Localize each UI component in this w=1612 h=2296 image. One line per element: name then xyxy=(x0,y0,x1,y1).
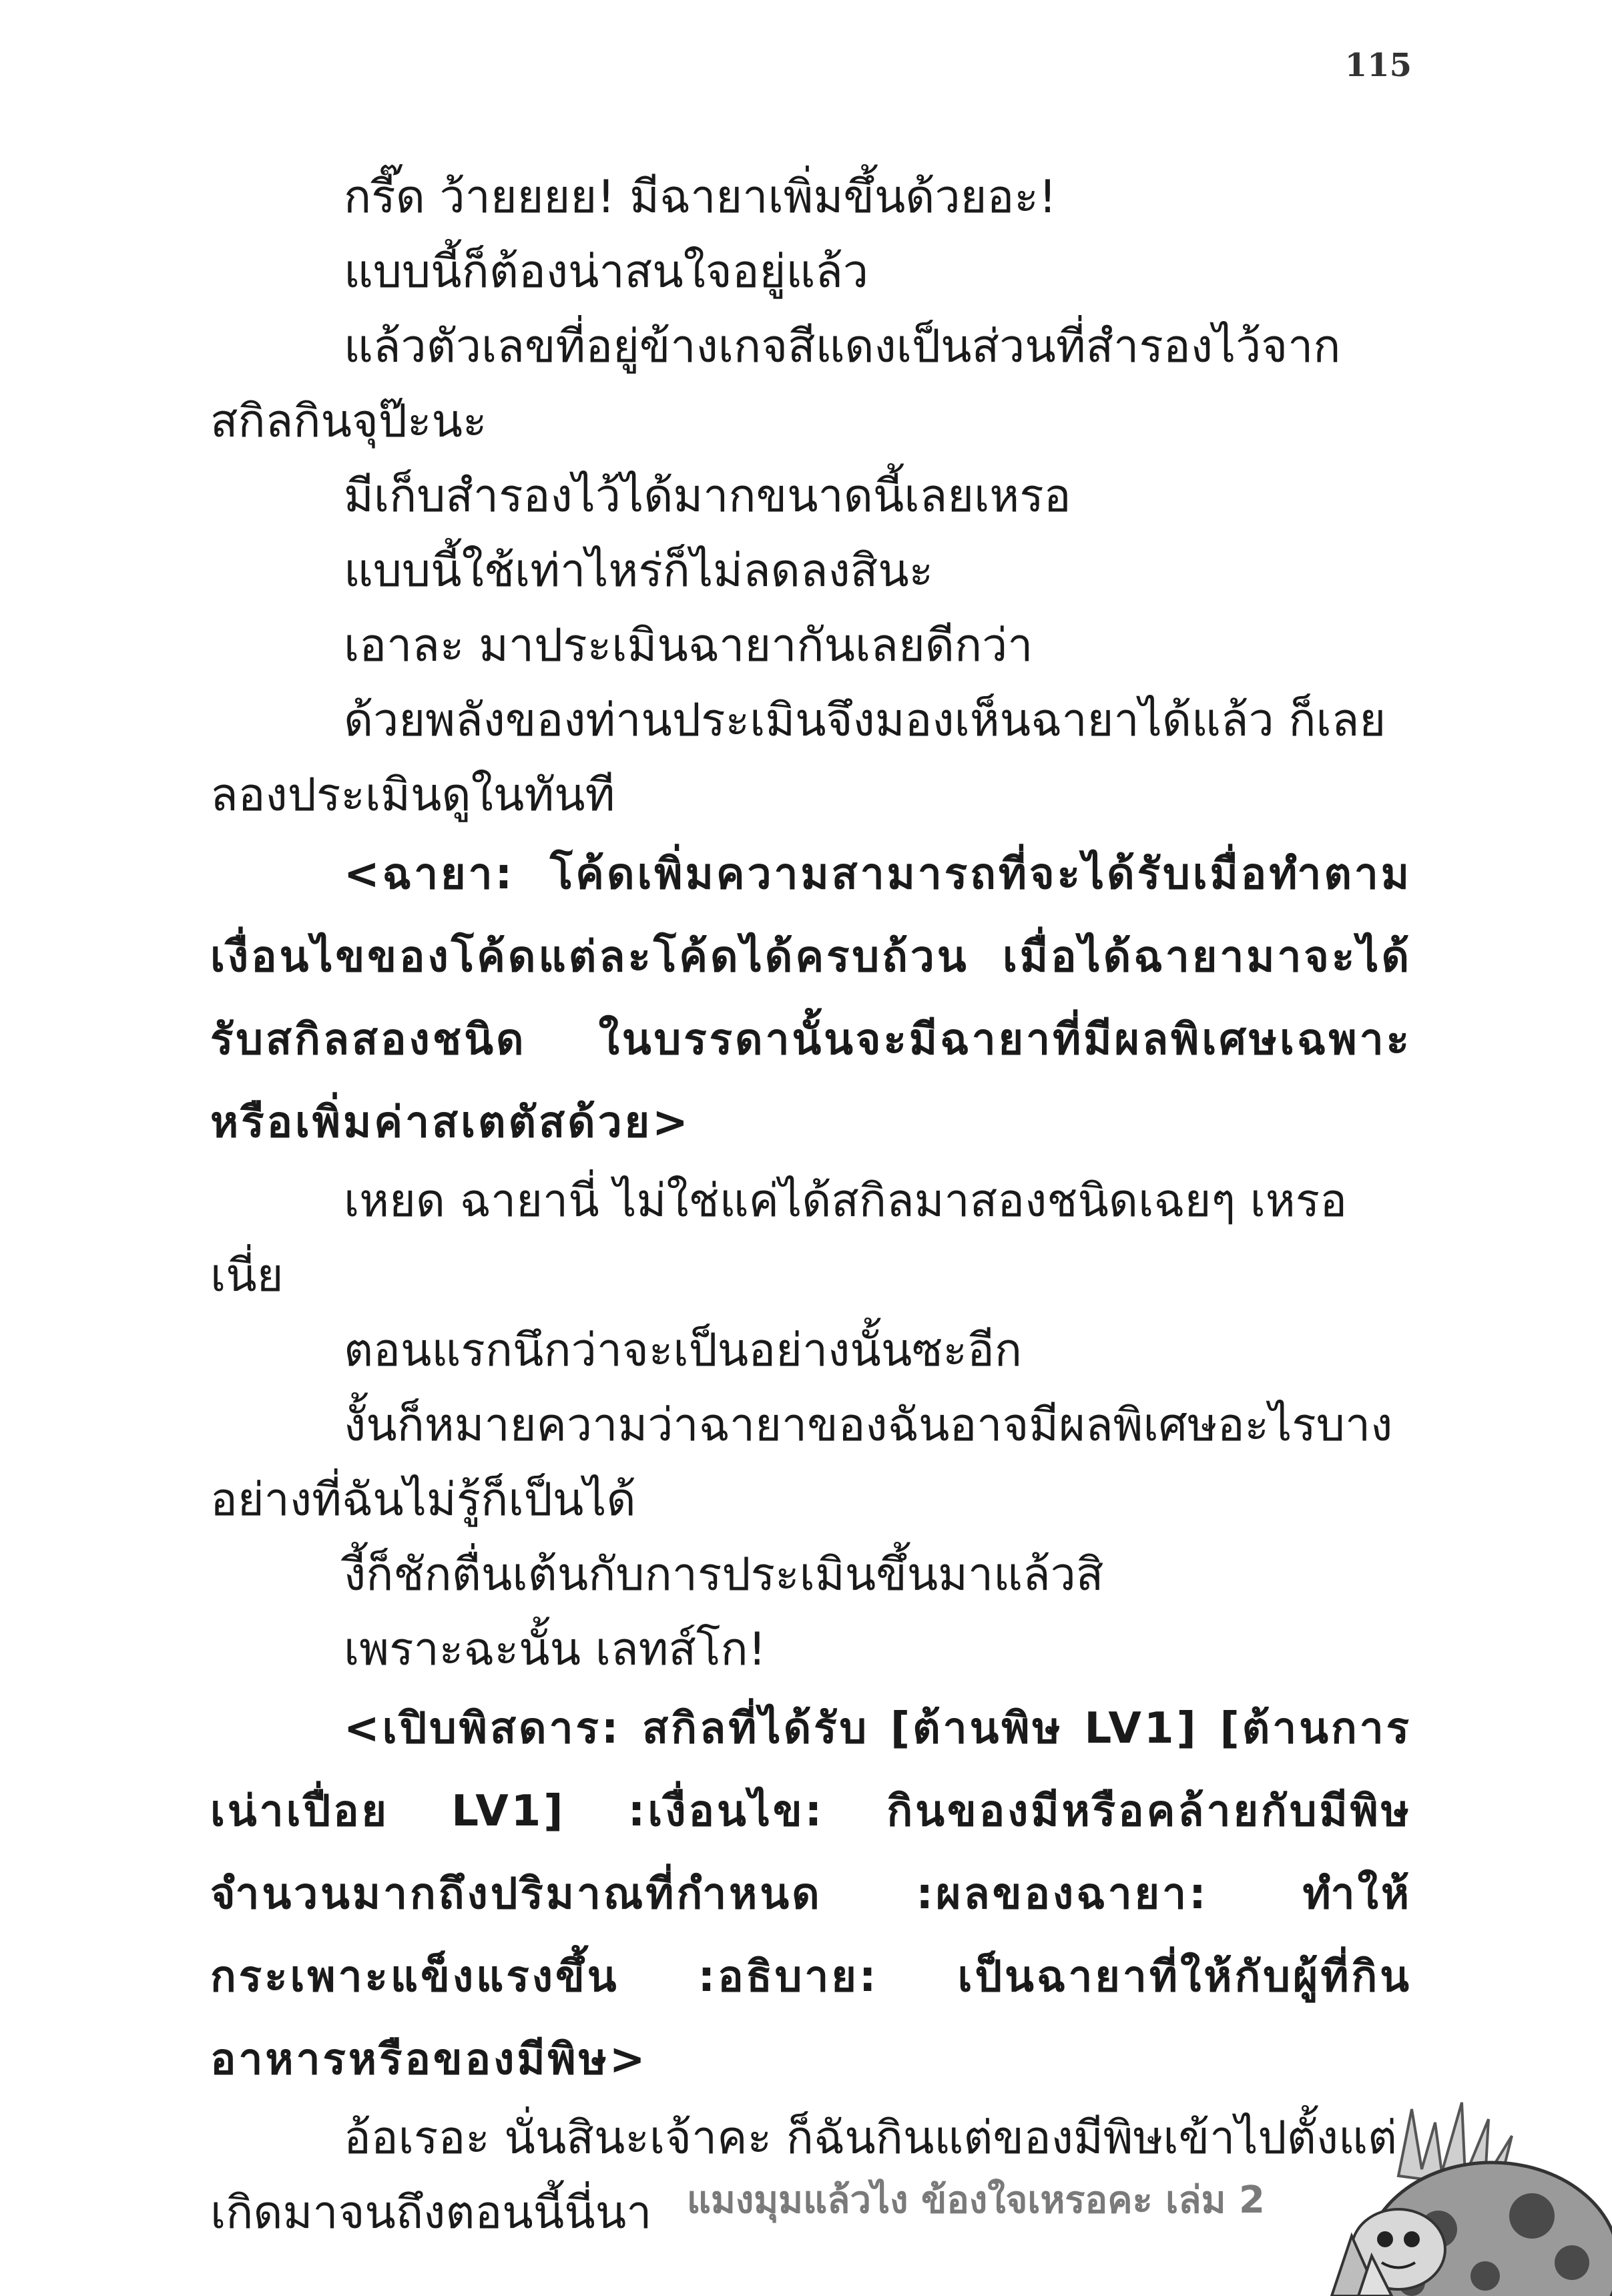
text-body xyxy=(210,160,1412,2251)
paragraph: เหยด ฉายานี่ ไม่ใช่แค่ได้สกิลมาสองชนิดเฉยๆ เหรอเนี่ย xyxy=(210,1175,1348,1302)
book-title-footer: แมงมุมแล้วไง ข้องใจเหรอคะ เล่ม 2 xyxy=(686,2179,1265,2222)
page-number: 115 xyxy=(1344,47,1412,84)
paragraph: ตอนแรกนึกว่าจะเป็นอย่างนั้นซะอีก xyxy=(344,1324,1023,1377)
paragraph: เอาละ มาประเมินฉายากันเลยดีกว่า xyxy=(344,619,1033,672)
paragraph: แล้วตัวเลขที่อยู่ข้างเกจสีแดงเป็นส่วนที่สำรองไว้จากสกิลกินจุป๊ะนะ xyxy=(210,320,1341,448)
paragraph: มีเก็บสำรองไว้ได้มากขนาดนี้เลยเหรอ xyxy=(344,470,1071,523)
game-message: <เปิบพิสดาร: สกิลที่ได้รับ [ต้านพิษ LV1] [ต้านการเน่าเปื่อย LV1] :เงื่อนไข: กินของมีหรือคล้ายกับมีพิษจำนวนมากถึงปริมาณที่กำหนด :ผลของฉายา: ทำให้กระเพาะแข็งแรงขึ้น :อธิบาย: เป็นฉายาที่ให้กับผู้ที่กินอาหารหรือของมีพิษ> xyxy=(210,1704,1412,2084)
paragraph: เพราะฉะนั้น เลทส์โก! xyxy=(344,1623,766,1676)
paragraph: งี้ก็ชักตื่นเต้นกับการประเมินขึ้นมาแล้วสิ xyxy=(344,1548,1104,1601)
paragraph: กรี๊ด ว้ายยยย! มีฉายาเพิ่มขึ้นด้วยอะ! xyxy=(344,171,1057,224)
paragraph: อ้อเรอะ นั่นสินะเจ้าคะ ก็ฉันกินแต่ของมีพิษเข้าไปตั้งแต่เกิดมาจนถึงตอนนี้นี่นา xyxy=(210,2112,1398,2239)
game-message: <ฉายา: โค้ดเพิ่มความสามารถที่จะได้รับเมื่อทำตามเงื่อนไขของโค้ดแต่ละโค้ดได้ครบถ้วน เมื่อได้ฉายามาจะได้รับสกิลสองชนิด ในบรรดานั้นจะมีฉายาที่มีผลพิเศษเฉพาะหรือเพิ่มค่าสเตตัสด้วย> xyxy=(210,850,1412,1147)
paragraph: แบบนี้ใช้เท่าไหร่ก็ไม่ลดลงสินะ xyxy=(344,545,934,597)
paragraph: แบบนี้ก็ต้องน่าสนใจอยู่แล้ว xyxy=(344,246,869,298)
spider-egg-mascot-icon xyxy=(1318,2096,1612,2296)
paragraph: ด้วยพลังของท่านประเมินจึงมองเห็นฉายาได้แล้ว ก็เลยลองประเมินดูในทันที xyxy=(210,694,1386,822)
paragraph: งั้นก็หมายความว่าฉายาของฉันอาจมีผลพิเศษอะไรบางอย่างที่ฉันไม่รู้ก็เป็นได้ xyxy=(210,1399,1393,1526)
